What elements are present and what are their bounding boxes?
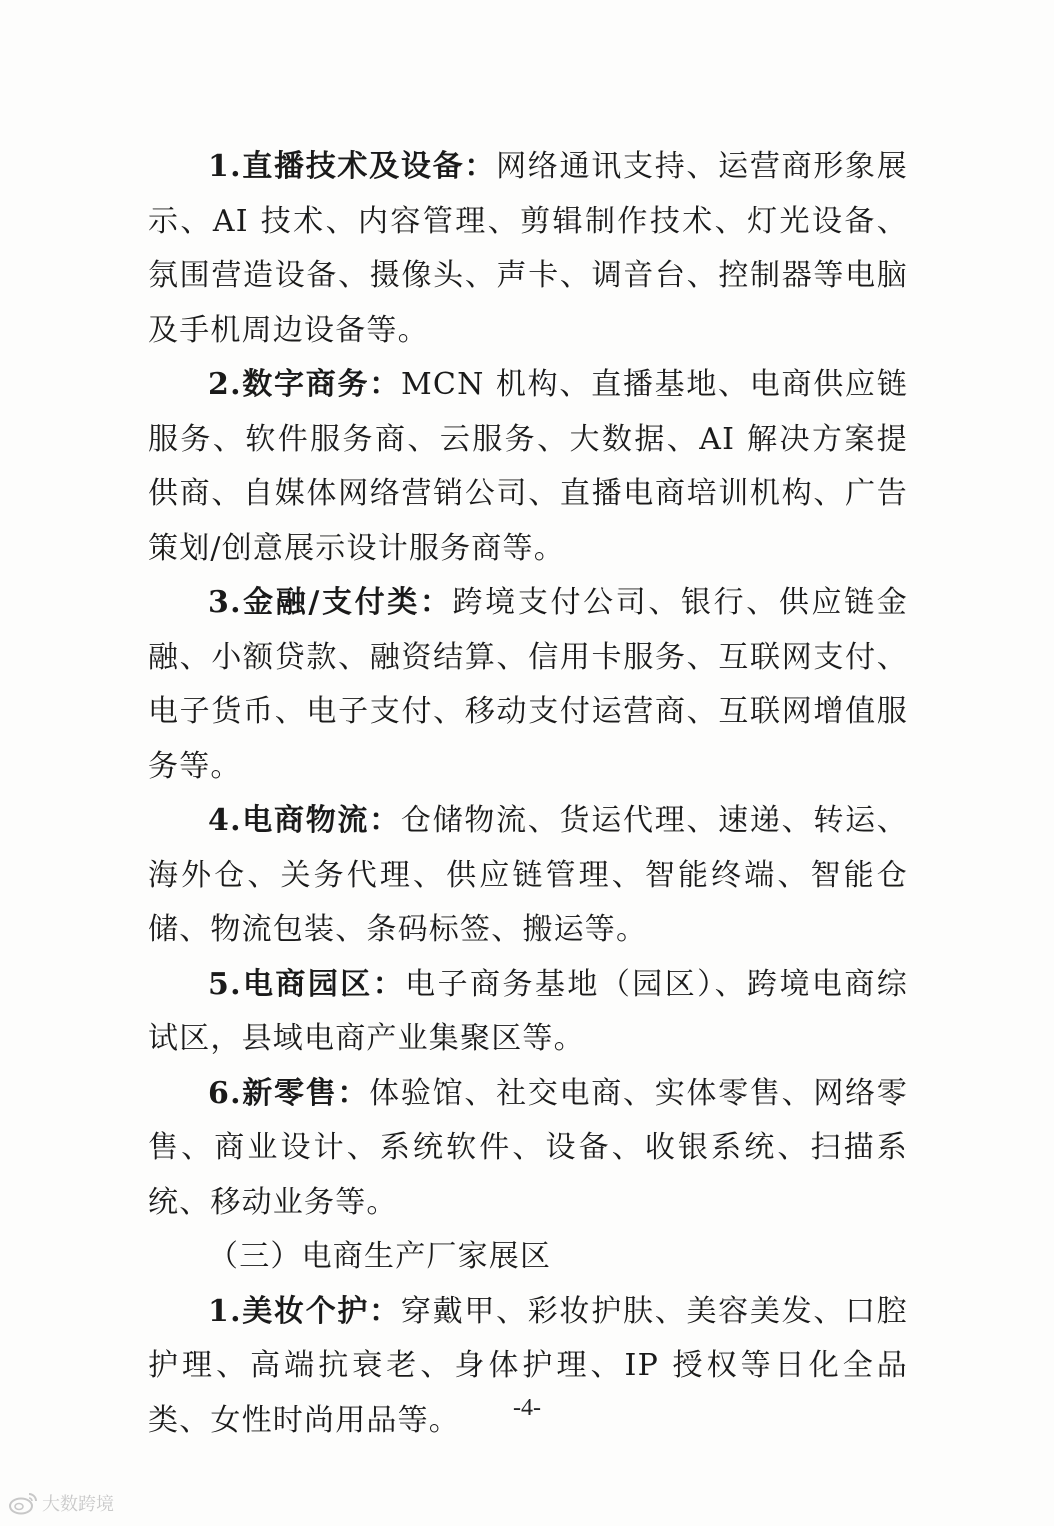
- paragraph-lead: 2.数字商务：: [208, 367, 402, 402]
- paragraph-text: 网络通讯支持、运营商形象展示、AI 技术、内容管理、剪辑制作技术、灯光设备、氛围营造设备、摄像头、声卡、调音台、控制器等电脑及手机周边设备等。: [148, 149, 908, 348]
- watermark: [8, 1490, 114, 1516]
- paragraph-livestream-tech: [148, 140, 908, 358]
- paragraph-lead: 1.直播技术及设备：: [208, 149, 497, 184]
- paragraph-text: 仓储物流、货运代理、速递、转运、海外仓、关务代理、供应链管理、智能终端、智能仓储、物流包装、条码标签、搬运等。: [148, 803, 909, 947]
- paragraph-text: MCN 机构、直播基地、电商供应链服务、软件服务商、云服务、大数据、AI 解决方案提供商、自媒体网络营销公司、直播电商培训机构、广告策划/创意展示设计服务商等。: [148, 367, 909, 566]
- paragraph-lead: 5.电商园区：: [208, 966, 406, 1002]
- weibo-logo-icon: [8, 1491, 38, 1515]
- paragraph-new-retail: [148, 1067, 908, 1231]
- section-heading: （三）电商生产厂家展区: [208, 1239, 552, 1274]
- paragraph-text: 体验馆、社交电商、实体零售、网络零售、商业设计、系统软件、设备、收银系统、扫描系统、移动业务等。: [148, 1075, 908, 1220]
- paragraph-text: 电子商务基地（园区）、跨境电商综试区，县域电商产业集聚区等。: [148, 966, 908, 1056]
- paragraph-lead: 3.金融/支付类：: [208, 585, 453, 620]
- paragraph-lead: 1.美妆个护：: [208, 1293, 401, 1329]
- paragraph-digital-commerce: [148, 358, 908, 576]
- paragraph-text: 穿戴甲、彩妆护肤、美容美发、口腔护理、高端抗衰老、身体护理、IP 授权等日化全品类、女性时尚用品等。: [148, 1293, 909, 1438]
- paragraph-ecommerce-park: [148, 958, 908, 1067]
- page-number: -4-: [513, 1395, 541, 1421]
- paragraph-lead: 6.新零售：: [208, 1075, 370, 1111]
- paragraph-lead: 4.电商物流：: [208, 803, 401, 838]
- paragraph-ecommerce-logistics: [148, 794, 908, 958]
- watermark-text: 大数跨境: [42, 1494, 114, 1515]
- paragraph-finance-payment: [148, 576, 908, 794]
- paragraph-beauty-care: [148, 1285, 908, 1449]
- document-body: [148, 140, 908, 1448]
- paragraph-text: 跨境支付公司、银行、供应链金融、小额贷款、融资结算、信用卡服务、互联网支付、电子货币、电子支付、移动支付运营商、互联网增值服务等。: [148, 585, 908, 784]
